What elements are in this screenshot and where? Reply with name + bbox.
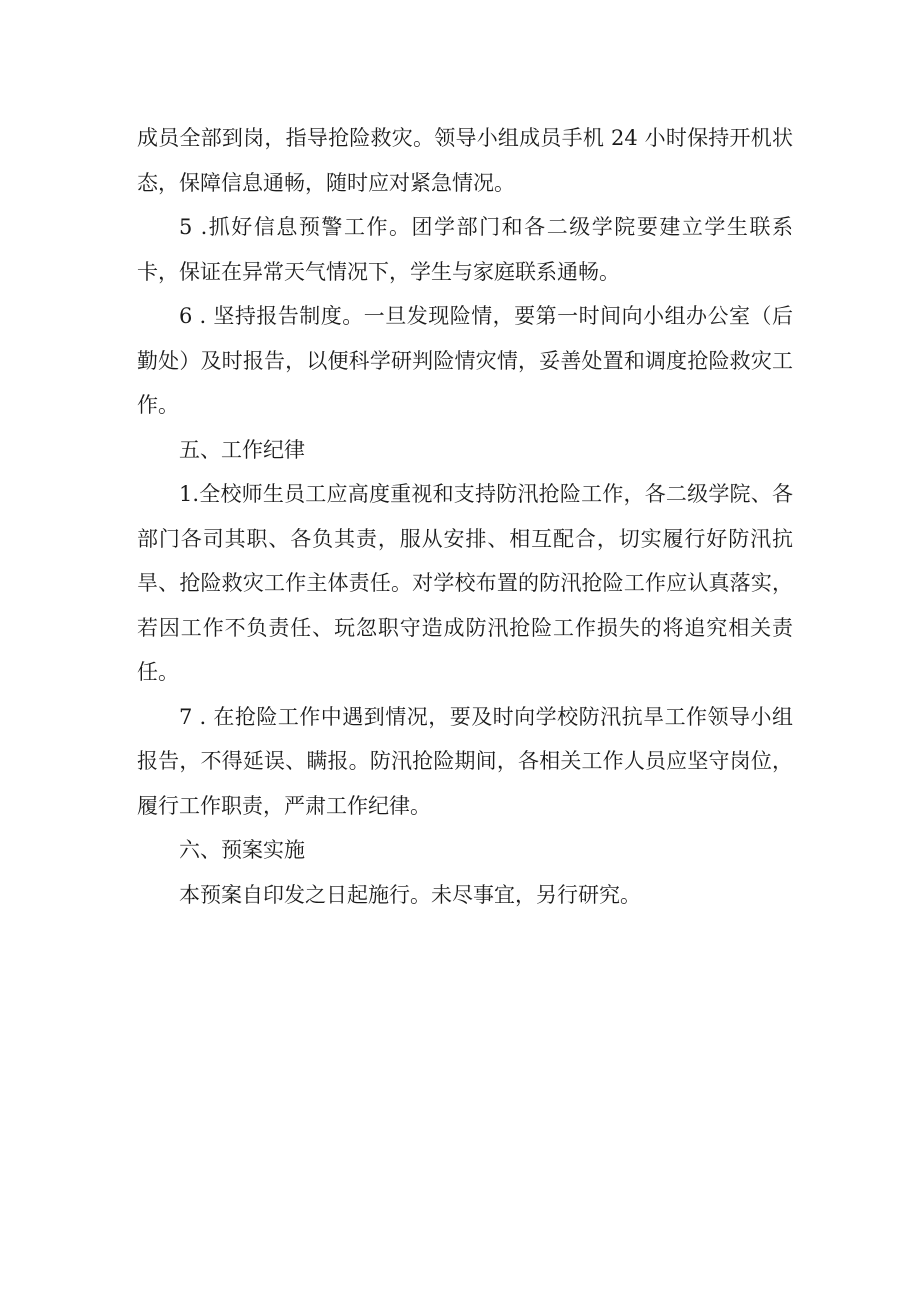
- document-body: [137, 116, 793, 917]
- paragraph-implementation: 本预案自印发之日起施行。未尽事宜，另行研究。: [179, 882, 641, 907]
- paragraph-item-5: 5 .抓好信息预警工作。团学部门和各二级学院要建立学生联系卡，保证在异常天气情况下，学生与家庭联系通畅。: [137, 215, 793, 284]
- paragraph-item-6: 6 . 坚持报告制度。一旦发现险情，要第一时间向小组办公室（后勤处）及时报告，以便科学研判险情灾情，妥善处置和调度抢险救灾工作。: [137, 304, 793, 417]
- paragraph-discipline-1: 1.全校师生员工应高度重视和支持防汛抢险工作，各二级学院、各部门各司其职、各负其责，服从安排、相互配合，切实履行好防汛抗旱、抢险救灾工作主体责任。对学校布置的防汛抢险工作应认真落实，若因工作不负责任、玩忽职守造成防汛抢险工作损失的将追究相关责任。: [137, 482, 793, 684]
- section-heading-plan-implementation: 六、预案实施: [179, 838, 305, 862]
- paragraph-discipline-7: 7 . 在抢险工作中遇到情况，要及时向学校防汛抗旱工作领导小组报告，不得延误、瞒报。防汛抢险期间，各相关工作人员应坚守岗位，履行工作职责，严肃工作纪律。: [137, 704, 793, 818]
- paragraph-continuation: 成员全部到岗，指导抢险救灾。领导小组成员手机 24 小时保持开机状态，保障信息通畅，随时应对紧急情况。: [137, 126, 793, 195]
- section-heading-work-discipline: 五、工作纪律: [179, 437, 305, 462]
